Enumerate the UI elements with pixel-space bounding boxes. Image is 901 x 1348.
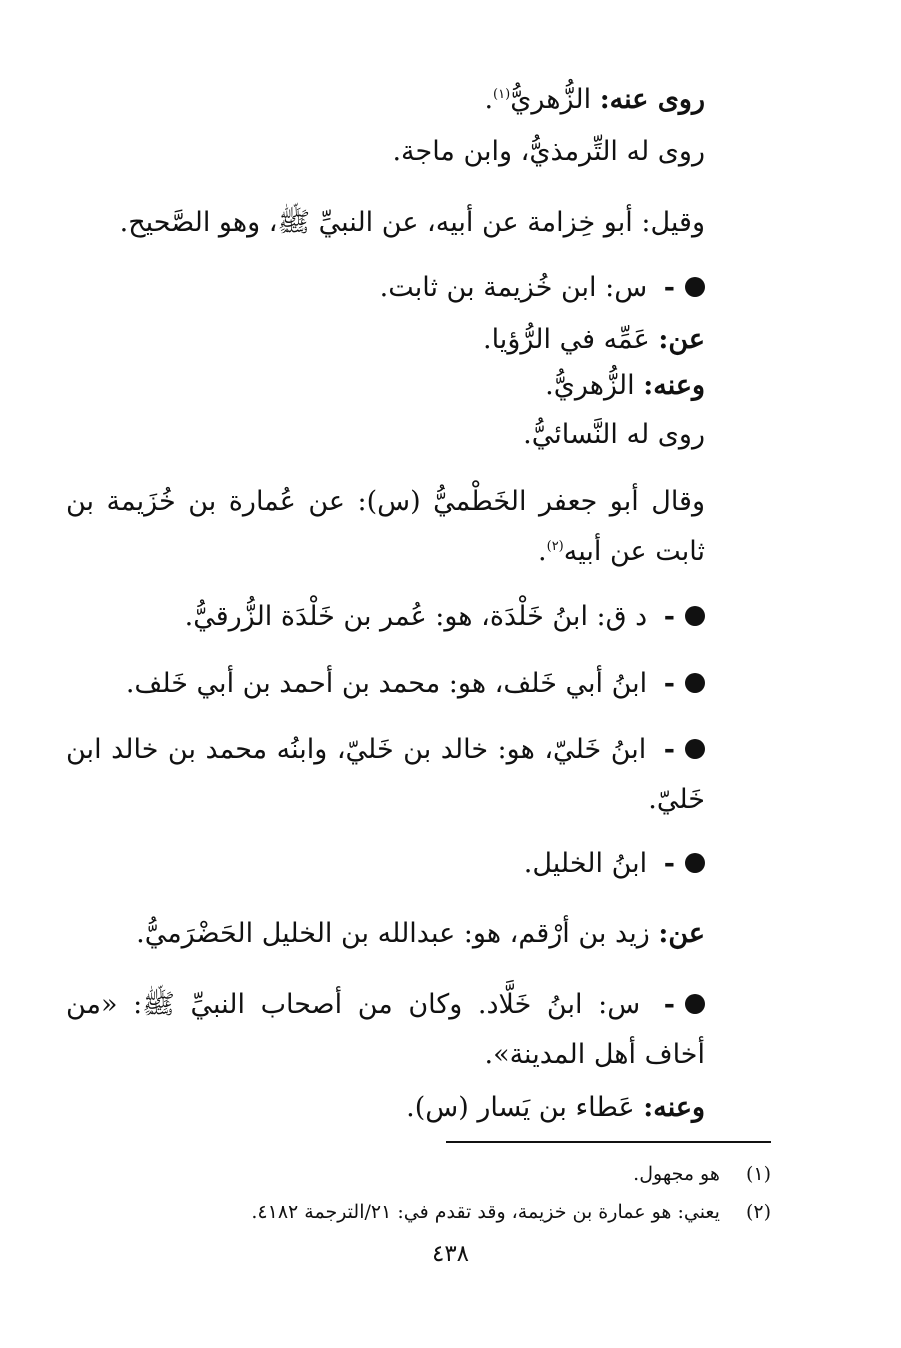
label-from: عن: [658, 918, 705, 949]
entry-ibn-khalda [185, 597, 705, 637]
footnote-number: (١) [745, 1163, 771, 1185]
page-number: ٤٣٨ [431, 1241, 470, 1267]
label-narrated-from-him: روى عنه: [599, 84, 705, 115]
transmitted-by-nasai-line [523, 415, 705, 455]
entry-text: د ق: ابنُ خَلْدَة، هو: عُمر بن خَلْدَة الزُّرقيُّ. [184, 601, 648, 632]
entry-text: س: ابن خُزيمة بن ثابت. [379, 272, 648, 303]
footnote-ref-2: (٢) [546, 539, 564, 554]
abu-jafar-paragraph [66, 477, 705, 577]
from-line [483, 320, 705, 360]
bullet-icon [685, 277, 705, 297]
entry-ibn-al-khalil [524, 844, 705, 884]
entry-text: ابنُ خَليّ، هو: خالد بن خَليّ، وابنُه محمد بن خالد ابن خَليّ. [66, 734, 705, 815]
line-end-period: . [484, 84, 494, 115]
label-and-from-him: وعنه: [643, 370, 705, 401]
entry-text: ابنُ الخليل. [523, 848, 648, 879]
entry-dash: - [663, 601, 675, 632]
and-from-him-line [545, 366, 705, 406]
ata-text: عَطاء بن يَسار (س). [406, 1092, 635, 1123]
label-and-from-him: وعنه: [643, 1092, 705, 1123]
footnote-1 [633, 1160, 771, 1188]
entry-dash: - [663, 272, 675, 303]
footnote-text: يعني: هو عمارة بن خزيمة، وقد تقدم في: ٢١/الترجمة ٤١٨٢. [251, 1201, 720, 1223]
bullet-icon [685, 994, 705, 1014]
alternate-opinion-line [120, 203, 705, 243]
bullet-icon [685, 606, 705, 626]
entry-text: س: ابنُ خَلَّاد. وكان من أصحاب النبيِّ ﷺ: «من أخاف أهل المدينة». [66, 989, 705, 1070]
footnote-text: هو مجهول. [633, 1163, 720, 1185]
entry-dash: - [663, 848, 675, 879]
alternate-opinion-text: وقيل: أبو خِزامة عن أبيه، عن النبيِّ ﷺ، وهو الصَّحيح. [119, 207, 705, 238]
narrators-from-him-line [484, 80, 705, 120]
bullet-icon [685, 853, 705, 873]
entry-ibn-khuzayma [380, 268, 705, 308]
footnote-divider [446, 1141, 771, 1143]
entry-dash: - [663, 668, 675, 699]
entry-ibn-khali [66, 725, 705, 825]
label-from: عن: [658, 324, 705, 355]
entry-ibn-khallad [66, 980, 705, 1080]
entry-dash: - [663, 989, 675, 1020]
transmitted-by-nasai-text: روى له النَّسائيُّ. [523, 419, 705, 450]
footnote-2 [251, 1198, 771, 1226]
from-text: عَمِّه في الرُّؤيا. [483, 324, 650, 355]
footnote-ref-1: (١) [493, 87, 511, 102]
entry-ibn-abi-khalaf [126, 664, 705, 704]
bullet-icon [685, 673, 705, 693]
narrator-name: الزُّهريُّ [510, 84, 592, 115]
bullet-icon [685, 739, 705, 759]
and-from-him-text: الزُّهريُّ. [545, 370, 635, 401]
and-from-him-ata-line [406, 1088, 705, 1128]
entry-dash: - [663, 734, 675, 765]
footnote-number: (٢) [745, 1201, 771, 1223]
entry-text: ابنُ أبي خَلف، هو: محمد بن أحمد بن أبي خَلف. [125, 668, 648, 699]
transmitted-by-line [392, 132, 705, 172]
from-zayd-text: زيد بن أرْقم، هو: عبدالله بن الخليل الحَضْرَميُّ. [136, 918, 650, 949]
abu-jafar-text: وقال أبو جعفر الخَطْميُّ (س): عن عُمارة بن خُزَيمة بن ثابت عن أبيه [66, 486, 705, 567]
transmitted-by-text: روى له التِّرمذيُّ، وابن ماجة. [392, 136, 705, 167]
line-end-period: . [538, 536, 547, 567]
from-zayd-line [136, 914, 705, 954]
